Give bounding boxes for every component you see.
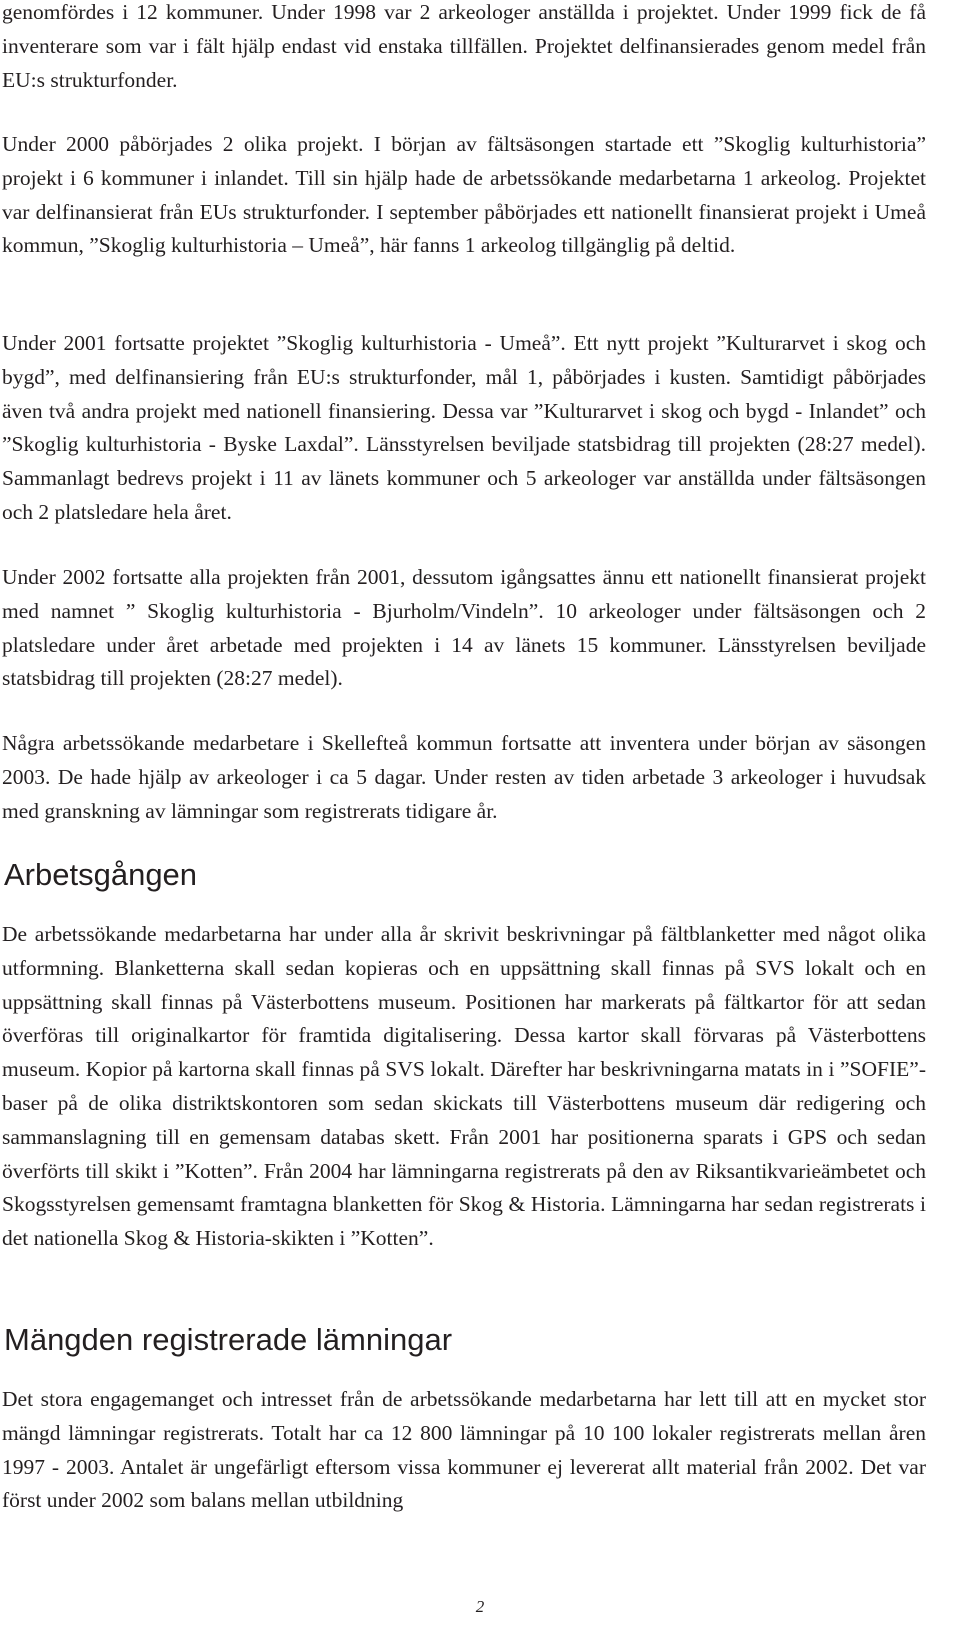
section-heading-mangden: Mängden registrerade lämningar bbox=[4, 1322, 453, 1357]
paragraph-season-2003: Några arbetssökande medarbetare i Skellefteå kommun fortsatte att inventera under början av säsongen 2003. De hade hjälp av arkeologer i ca 5 dagar. Under resten av tiden arbetade 3 arkeologer i huvudsak med granskning av lämningar som registrerats tidigare år. bbox=[2, 731, 926, 823]
paragraph-projects-2002: Under 2002 fortsatte alla projekten från 2001, dessutom igångsattes ännu ett nationellt finansierat projekt med namnet ” Skoglig kulturhistoria - Bjurholm/Vindeln”. 10 arkeologer under fältsäsongen och 2 platsledare under året arbetade med projekten i 14 av länets 15 kommuner. Länsstyrelsen beviljade statsbidrag till projekten (28:27 medel). bbox=[2, 565, 926, 691]
paragraph-project-1998-1999: genomfördes i 12 kommuner. Under 1998 var 2 arkeologer anställda i projektet. Under 1999 fick de få inventerare som var i fält hjälp endast vid enstaka tillfällen. Projektet delfinansierades genom medel från EU:s strukturfonder. bbox=[2, 0, 926, 92]
page-number: 2 bbox=[475, 1597, 485, 1616]
paragraph-mangden: Det stora engagemanget och intresset från de arbetssökande medarbetarna har lett till att en mycket stor mängd lämningar registrerats. Totalt har ca 12 800 lämningar på 10 100 lokaler registrerats mellan åren 1997 - 2003. Antalet är ungefärligt eftersom vissa kommuner ej levererat allt material från 2002. Det var först under 2002 som balans mellan utbildning bbox=[2, 1387, 926, 1513]
paragraph-arbetsgangen: De arbetssökande medarbetarna har under alla år skrivit beskrivningar på fältblanketter med något olika utformning. Blanketterna skall sedan kopieras och en uppsättning skall finnas på SVS lokalt och en uppsättning skall finnas på Västerbottens museum. Positionen har markerats på fältkartor för att sedan överföras till originalkartor för framtida digitalisering. Dessa kartor skall förvaras på Västerbottens museum. Kopior på kartorna skall finnas på SVS lokalt. Därefter har beskrivningarna matats in i ”SOFIE”- baser på de olika distriktskontoren som sedan skickats till Västerbottens museum där redigering och sammanslagning till en gemensam databas skett. Från 2001 har positionerna sparats i GPS och sedan överförts till skikt i ”Kotten”. Från 2004 har lämningarna registrerats på den av Riksantikvarieämbetet och Skogsstyrelsen gemensamt framtagna blanketten för Skog & Historia. Lämningarna har sedan registrerats i det nationella Skog & Historia-skikten i ”Kotten”. bbox=[2, 922, 926, 1251]
paragraph-projects-2000: Under 2000 påbörjades 2 olika projekt. I början av fältsäsongen startade ett ”Skoglig kulturhistoria” projekt i 6 kommuner i inlandet. Till sin hjälp hade de arbetssökande medarbetarna 1 arkeolog. Projektet var delfinansierat från EUs strukturfonder. I september påbörjades ett nationellt finansierat projekt i Umeå kommun, ”Skoglig kulturhistoria – Umeå”, här fanns 1 arkeolog tillgänglig på deltid. bbox=[2, 132, 926, 258]
paragraph-projects-2001: Under 2001 fortsatte projektet ”Skoglig kulturhistoria - Umeå”. Ett nytt projekt ”Kulturarvet i skog och bygd”, med delfinansiering från EU:s strukturfonder, mål 1, påbörjades i kusten. Samtidigt påbörjades även två andra projekt med nationell finansiering. Dessa var ”Kulturarvet i skog och bygd - Inlandet” och ”Skoglig kulturhistoria - Byske Laxdal”. Länsstyrelsen beviljade statsbidrag till projekten (28:27 medel). Sammanlagt bedrevs projekt i 11 av länets kommuner och 5 arkeologer var anställda under fältsäsongen och 2 platsledare hela året. bbox=[2, 331, 926, 524]
section-heading-arbetsgangen: Arbetsgången bbox=[4, 857, 198, 892]
